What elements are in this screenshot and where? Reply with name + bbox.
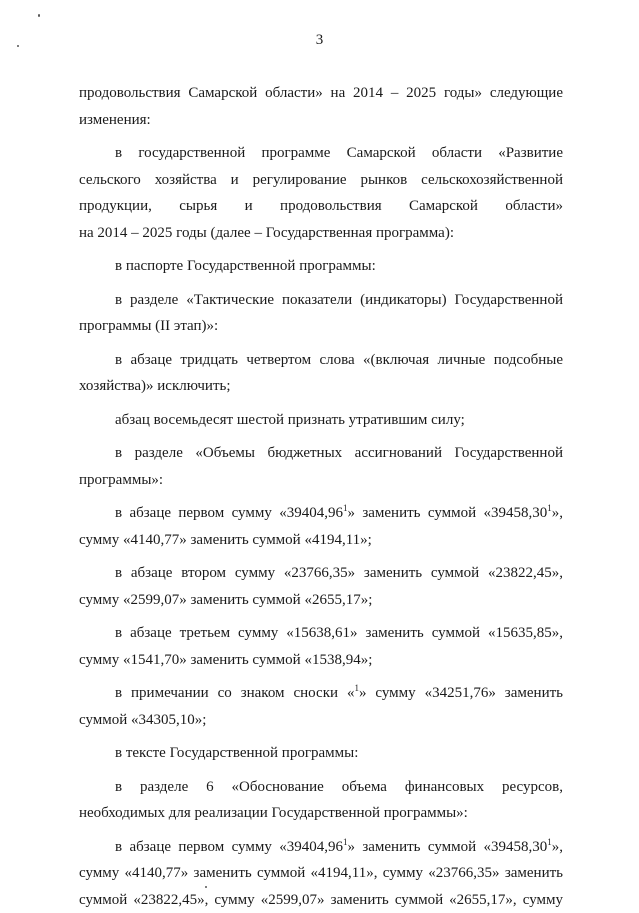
paragraph: [79, 287, 563, 340]
text-line: в абзаце втором сумму «23766,35» заменить суммой «23822,45»,: [79, 560, 563, 587]
text-line: суммой «23822,45», сумму «2599,07» заменить суммой «2655,17», сумму: [79, 887, 563, 913]
document-body: [79, 80, 563, 913]
text-line: изменения:: [79, 107, 563, 134]
text-line: в разделе «Объемы бюджетных ассигнований Государственной: [79, 440, 563, 467]
text-line: сумму «2599,07» заменить суммой «2655,17»;: [79, 587, 563, 614]
text-line: программы (II этап)»:: [79, 313, 563, 340]
text-line: в тексте Государственной программы:: [79, 740, 563, 767]
paragraph: [79, 407, 563, 434]
scan-speck: [205, 886, 207, 888]
text-line: в абзаце тридцать четвертом слова «(включая личные подсобные: [79, 347, 563, 374]
text-line: продукции, сырья и продовольствия Самарской области»: [79, 193, 563, 220]
paragraph: [79, 740, 563, 767]
text-line: в паспорте Государственной программы:: [79, 253, 563, 280]
text-line: в абзаце первом сумму «39404,96$^1$» заменить суммой «39458,30$^1$»,: [79, 500, 563, 527]
text-line: суммой «34305,10»;: [79, 707, 563, 734]
paragraph: [79, 253, 563, 280]
paragraph: [79, 80, 563, 133]
text-line: сельского хозяйства и регулирование рынков сельскохозяйственной: [79, 167, 563, 194]
text-line: продовольствия Самарской области» на 2014 – 2025 годы» следующие: [79, 80, 563, 107]
text-line: необходимых для реализации Государственной программы»:: [79, 800, 563, 827]
scan-speck: [17, 45, 19, 47]
text-line: сумму «4140,77» заменить суммой «4194,11»;: [79, 527, 563, 554]
text-line: в разделе 6 «Обоснование объема финансовых ресурсов,: [79, 774, 563, 801]
text-line: в разделе «Тактические показатели (индикаторы) Государственной: [79, 287, 563, 314]
text-line: в абзаце третьем сумму «15638,61» заменить суммой «15635,85»,: [79, 620, 563, 647]
page-number: 3: [0, 32, 639, 49]
paragraph: [79, 620, 563, 673]
text-line: сумму «4140,77» заменить суммой «4194,11», сумму «23766,35» заменить: [79, 860, 563, 887]
text-line: хозяйства)» исключить;: [79, 373, 563, 400]
paragraph: [79, 347, 563, 400]
paragraph: [79, 834, 563, 913]
paragraph: [79, 440, 563, 493]
text-line: сумму «1541,70» заменить суммой «1538,94»;: [79, 647, 563, 674]
paragraph: [79, 500, 563, 553]
text-line: в государственной программе Самарской области «Развитие: [79, 140, 563, 167]
paragraph: [79, 560, 563, 613]
scan-speck: [38, 14, 40, 17]
paragraph: [79, 774, 563, 827]
paragraph: [79, 680, 563, 733]
text-line: в абзаце первом сумму «39404,96$^1$» заменить суммой «39458,30$^1$»,: [79, 834, 563, 861]
text-line: в примечании со знаком сноски «$^1$» сумму «34251,76» заменить: [79, 680, 563, 707]
text-line: на 2014 – 2025 годы (далее – Государственная программа):: [79, 220, 563, 247]
text-line: программы»:: [79, 467, 563, 494]
paragraph: [79, 140, 563, 246]
text-line: абзац восемьдесят шестой признать утратившим силу;: [79, 407, 563, 434]
